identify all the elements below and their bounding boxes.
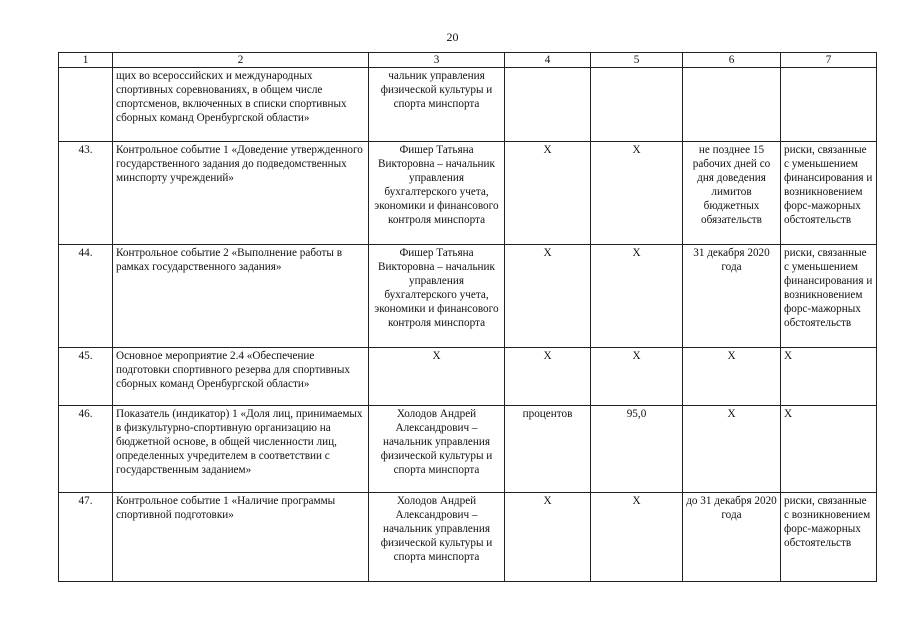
event-name: Контрольное событие 1 «Наличие программы спортивной подготовки» <box>113 493 369 582</box>
unit-cell: Х <box>505 245 591 348</box>
unit-cell: Х <box>505 348 591 406</box>
event-name: Показатель (индикатор) 1 «Доля лиц, принимаемых в физкультурно-спортивную организацию на бюджетной основе, в общей численности лиц, определенных учредителем в соответствии с государственным заданием» <box>113 406 369 493</box>
value-cell: Х <box>591 493 683 582</box>
header-cell: 1 <box>59 53 113 68</box>
event-name: щих во всероссийских и международных спортивных соревнованиях, в общем числе спортсменов, включенных в списки спортивных сборных команд Оренбургской области» <box>113 68 369 142</box>
unit-cell <box>505 68 591 142</box>
row-number: 43. <box>59 142 113 245</box>
risks-cell: Х <box>781 348 877 406</box>
deadline-cell: 31 декабря 2020 года <box>683 245 781 348</box>
row-number: 44. <box>59 245 113 348</box>
row-number: 46. <box>59 406 113 493</box>
program-events-table <box>58 52 877 582</box>
header-cell: 4 <box>505 53 591 68</box>
responsible-person: Фишер Татьяна Викторовна – начальник управления бухгалтерского учета, экономики и финансового контроля минспорта <box>369 142 505 245</box>
header-cell: 6 <box>683 53 781 68</box>
event-name: Основное мероприятие 2.4 «Обеспечение подготовки спортивного резерва для спортивных сборных команд Оренбургской области» <box>113 348 369 406</box>
unit-cell: Х <box>505 493 591 582</box>
responsible-person: Холодов Андрей Александрович – начальник управления физической культуры и спорта минспорта <box>369 493 505 582</box>
row-number: 47. <box>59 493 113 582</box>
deadline-cell: Х <box>683 348 781 406</box>
row-number: 45. <box>59 348 113 406</box>
unit-cell: Х <box>505 142 591 245</box>
deadline-cell: до 31 декабря 2020 года <box>683 493 781 582</box>
table-row <box>59 406 877 493</box>
value-cell: Х <box>591 348 683 406</box>
header-cell: 7 <box>781 53 877 68</box>
risks-cell: риски, связанные с возникновением форс-мажорных обстоятельств <box>781 493 877 582</box>
responsible-person: Фишер Татьяна Викторовна – начальник управления бухгалтерского учета, экономики и финансового контроля минспорта <box>369 245 505 348</box>
value-cell: Х <box>591 245 683 348</box>
table-row <box>59 142 877 245</box>
value-cell <box>591 68 683 142</box>
header-row <box>59 53 877 68</box>
deadline-cell: Х <box>683 406 781 493</box>
risks-cell: риски, связанные с уменьшением финансирования и возникновением форс-мажорных обстоятельств <box>781 245 877 348</box>
table-row <box>59 493 877 582</box>
header-cell: 3 <box>369 53 505 68</box>
row-number <box>59 68 113 142</box>
risks-cell <box>781 68 877 142</box>
table-row <box>59 245 877 348</box>
risks-cell: Х <box>781 406 877 493</box>
event-name: Контрольное событие 1 «Доведение утвержденного государственного задания до подведомственных минспорту учреждений» <box>113 142 369 245</box>
event-name: Контрольное событие 2 «Выполнение работы в рамках государственного задания» <box>113 245 369 348</box>
value-cell: Х <box>591 142 683 245</box>
responsible-person: Х <box>369 348 505 406</box>
page-number: 20 <box>446 30 459 44</box>
risks-cell: риски, связанные с уменьшением финансирования и возникновением форс-мажорных обстоятельств <box>781 142 877 245</box>
deadline-cell <box>683 68 781 142</box>
deadline-cell: не позднее 15 рабочих дней со дня доведения лимитов бюджетных обязательств <box>683 142 781 245</box>
table-row <box>59 68 877 142</box>
table-row <box>59 348 877 406</box>
value-cell: 95,0 <box>591 406 683 493</box>
header-cell: 2 <box>113 53 369 68</box>
unit-cell: процентов <box>505 406 591 493</box>
header-cell: 5 <box>591 53 683 68</box>
responsible-person: чальник управления физической культуры и спорта минспорта <box>369 68 505 142</box>
responsible-person: Холодов Андрей Александрович – начальник управления физической культуры и спорта минспорта <box>369 406 505 493</box>
